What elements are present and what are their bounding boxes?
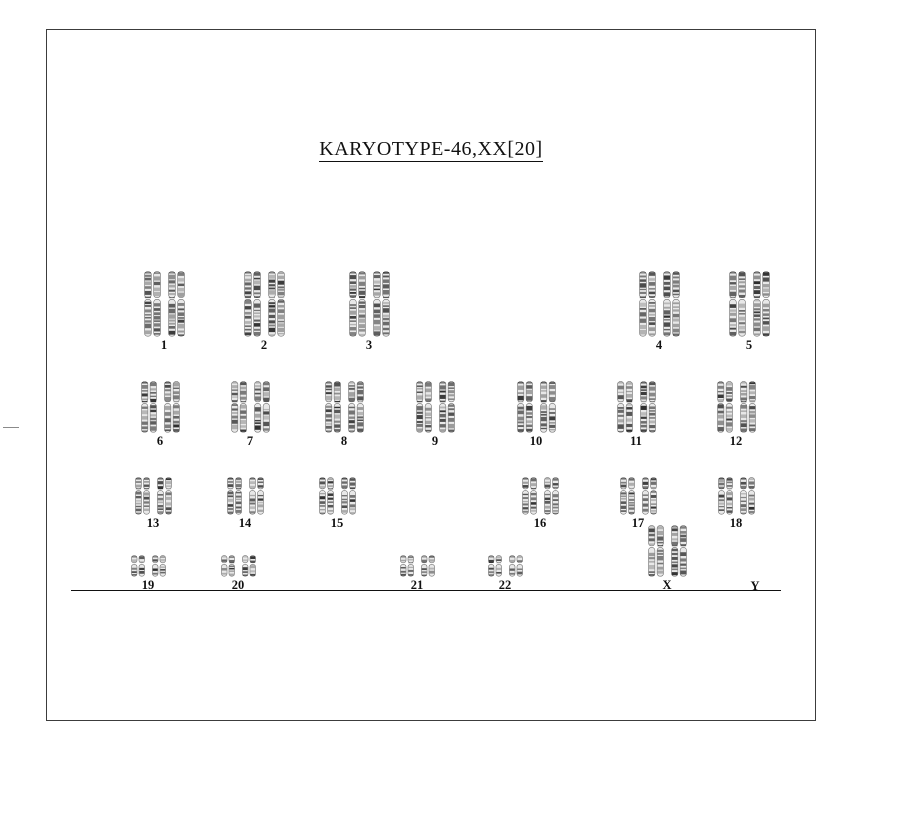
chromosome-pair-9[interactable] <box>399 345 471 448</box>
chromosome-pair-image <box>117 441 189 515</box>
chromosome <box>157 477 172 515</box>
chromosome-pair-6[interactable] <box>119 345 201 448</box>
chromosome <box>517 381 533 433</box>
chromosome <box>400 555 414 577</box>
chromosome-pair-4[interactable] <box>619 245 699 352</box>
chromosome-pair-y <box>725 523 785 593</box>
chromosome-label: 12 <box>729 434 743 448</box>
chromosome-label: 11 <box>630 434 642 448</box>
chromosome <box>663 271 680 337</box>
chromosome-pair-3[interactable] <box>329 245 409 352</box>
chromosome-pair-image <box>505 441 575 515</box>
chromosome-pair-image <box>627 523 707 577</box>
chromosome <box>131 555 145 577</box>
chromosome-pair-image <box>209 345 291 433</box>
chromosome-pair-11[interactable] <box>599 345 673 448</box>
chromosome-pair-12[interactable] <box>699 345 773 448</box>
chromosome <box>509 555 523 577</box>
chromosome <box>231 381 247 433</box>
chromosome-pair-5[interactable] <box>709 245 789 352</box>
chromosome-label: 1 <box>160 338 168 352</box>
chromosome <box>254 381 270 433</box>
chromosome-label: 15 <box>330 516 344 530</box>
chromosome-pair-19[interactable] <box>117 523 179 592</box>
chromosome <box>373 271 390 337</box>
chromosome <box>268 271 285 337</box>
chromosome-label: 10 <box>529 434 543 448</box>
chromosome-pair-image <box>117 523 179 577</box>
chromosome <box>221 555 235 577</box>
chromosome-label: 18 <box>729 516 743 530</box>
chromosome-label: 5 <box>745 338 753 352</box>
page-title <box>47 138 815 161</box>
chromosome <box>244 271 261 337</box>
chromosome <box>325 381 341 433</box>
chromosome-pair-16[interactable] <box>505 441 575 530</box>
chromosome-label: 2 <box>260 338 268 352</box>
chromosome <box>152 555 166 577</box>
chromosome-pair-image <box>699 345 773 433</box>
chromosome-pair-8[interactable] <box>305 345 383 448</box>
chromosome <box>639 271 656 337</box>
chromosome-label: 13 <box>146 516 160 530</box>
chromosome-label: 16 <box>533 516 547 530</box>
chromosome <box>416 381 432 433</box>
chromosome-pair-image <box>119 245 209 337</box>
chromosome <box>522 477 537 515</box>
chromosome <box>168 271 185 337</box>
chromosome-label: 21 <box>410 578 424 592</box>
chromosome <box>439 381 455 433</box>
chromosome <box>341 477 356 515</box>
chromosome-label: 6 <box>156 434 164 448</box>
chromosome <box>227 477 242 515</box>
page-title-text: KARYOTYPE-46,XX[20] <box>319 138 543 160</box>
chromosome-pair-image <box>499 345 573 433</box>
chromosome-pair-15[interactable] <box>301 441 373 530</box>
chromosome <box>620 477 635 515</box>
chromosome-label: 7 <box>246 434 254 448</box>
chromosome <box>540 381 556 433</box>
chromosome-pair-x[interactable] <box>627 523 707 592</box>
left-margin-tick <box>3 427 19 428</box>
chromosome-pair-image <box>219 245 309 337</box>
chromosome-pair-image <box>599 345 673 433</box>
chromosome-pair-18[interactable] <box>701 441 771 530</box>
chromosome-pair-image <box>387 523 447 577</box>
chromosome-pair-image <box>209 441 281 515</box>
karyogram-row <box>47 345 815 448</box>
chromosome-pair-image <box>207 523 269 577</box>
chromosome-pair-image <box>619 245 699 337</box>
chromosome <box>141 381 157 433</box>
chromosome-pair-image <box>603 441 673 515</box>
chromosome <box>648 525 664 577</box>
chromosome <box>617 381 633 433</box>
karyogram-page <box>46 29 816 721</box>
chromosome <box>135 477 150 515</box>
chromosome <box>717 381 733 433</box>
chromosome <box>164 381 180 433</box>
chromosome-pair-17[interactable] <box>603 441 673 530</box>
chromosome-pair-10[interactable] <box>499 345 573 448</box>
chromosome-pair-1[interactable] <box>119 245 209 352</box>
chromosome-pair-2[interactable] <box>219 245 309 352</box>
chromosome-label: 22 <box>498 578 512 592</box>
chromosome-pair-image <box>305 345 383 433</box>
chromosome-pair-7[interactable] <box>209 345 291 448</box>
chromosome <box>544 477 559 515</box>
chromosome-label: 4 <box>655 338 663 352</box>
chromosome <box>642 477 657 515</box>
chromosome-label: 8 <box>340 434 348 448</box>
chromosome-pair-13[interactable] <box>117 441 189 530</box>
chromosome-label: X <box>662 578 672 592</box>
chromosome-label: Y <box>750 579 760 593</box>
chromosome-pair-21[interactable] <box>387 523 447 592</box>
chromosome-label: 14 <box>238 516 252 530</box>
chromosome-label: 3 <box>365 338 373 352</box>
chromosome-pair-image <box>399 345 471 433</box>
chromosome-pair-14[interactable] <box>209 441 281 530</box>
karyogram-baseline <box>71 590 781 591</box>
chromosome <box>753 271 770 337</box>
chromosome <box>319 477 334 515</box>
chromosome <box>640 381 656 433</box>
chromosome <box>242 555 256 577</box>
chromosome <box>488 555 502 577</box>
chromosome-pair-image <box>709 245 789 337</box>
chromosome-pair-image <box>701 441 771 515</box>
chromosome <box>671 525 687 577</box>
chromosome-pair-22[interactable] <box>475 523 535 592</box>
chromosome <box>718 477 733 515</box>
chromosome-pair-image <box>119 345 201 433</box>
chromosome <box>348 381 364 433</box>
chromosome-label: 17 <box>631 516 645 530</box>
chromosome-pair-image <box>329 245 409 337</box>
chromosome <box>249 477 264 515</box>
chromosome-pair-image <box>301 441 373 515</box>
chromosome <box>349 271 366 337</box>
chromosome <box>144 271 161 337</box>
chromosome <box>740 381 756 433</box>
chromosome-label: 20 <box>231 578 245 592</box>
chromosome <box>740 477 755 515</box>
chromosome-pair-20[interactable] <box>207 523 269 592</box>
chromosome-label: 9 <box>431 434 439 448</box>
chromosome-pair-image <box>475 523 535 577</box>
karyogram-row <box>47 523 815 623</box>
chromosome <box>421 555 435 577</box>
karyogram-row <box>47 245 815 352</box>
chromosome-label: 19 <box>141 578 155 592</box>
chromosome <box>729 271 746 337</box>
